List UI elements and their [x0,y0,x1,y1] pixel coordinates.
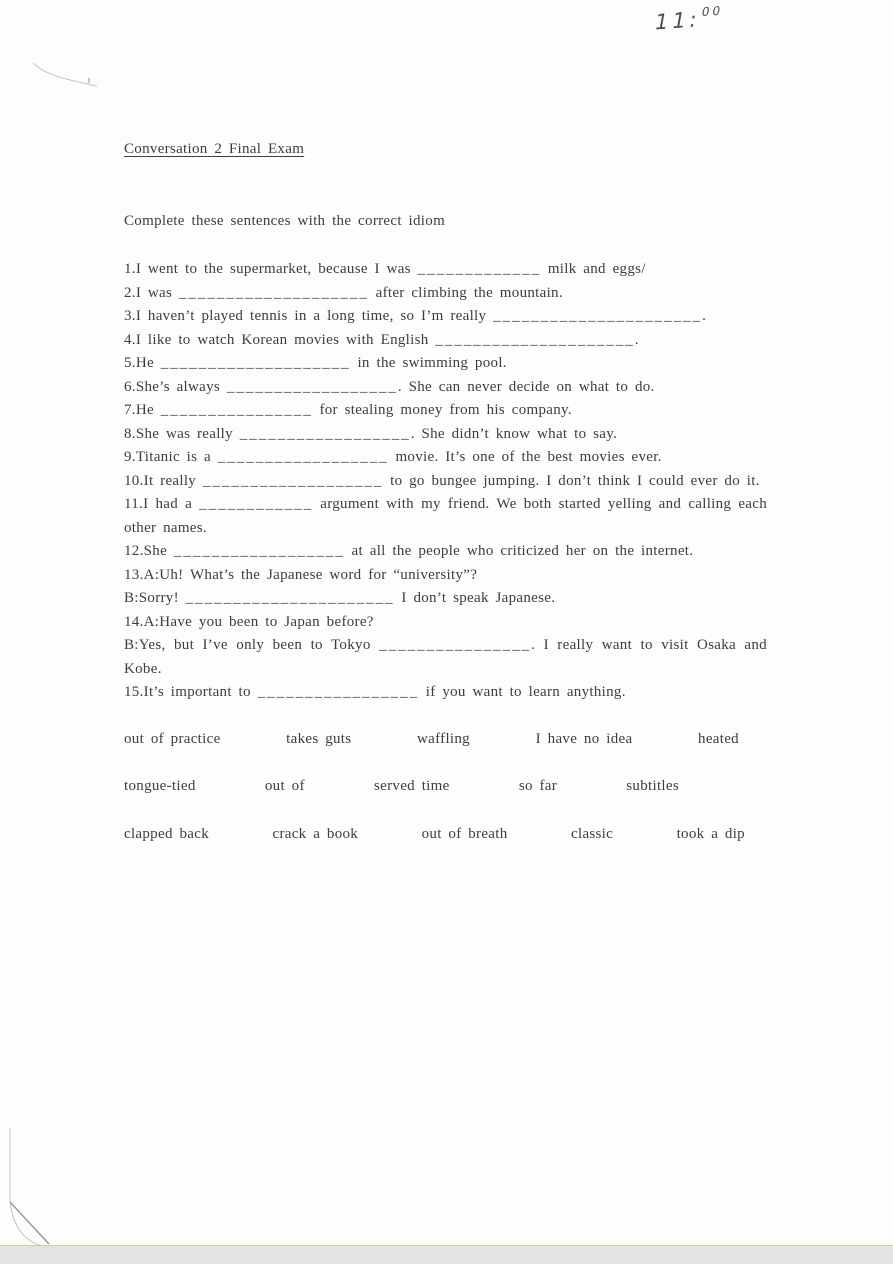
question-3-pre: 3.I haven’t played tennis in a long time, so I’m really [124,308,494,324]
corner-fold-curve [10,1202,42,1246]
question-line-1 [124,258,767,282]
question-line-2 [124,282,767,306]
word-bank-item: served time [374,778,450,794]
question-line-5 [124,352,767,376]
question-10-pre: 10.It really [124,472,203,489]
question-line-9 [124,446,767,470]
handwritten-time [653,3,725,34]
handwritten-hours: 11 [652,7,692,35]
question-3-post: . [702,308,707,324]
blank-field-6: __________________ [226,378,398,395]
question-line-6 [124,376,767,400]
question-1-pre: 1.I went to the supermarket, because I was [124,261,418,277]
question-6-post: . She can never decide on what to do. [397,378,655,395]
question-6-pre: 6.She’s always [124,378,227,395]
question-8-pre: 8.She was really [124,425,240,442]
word-bank-item: I have no idea [535,730,633,747]
word-bank-item: out of practice [124,730,221,747]
question-line-3 [124,305,767,329]
question-9-pre: 9.Titanic is a [124,449,218,465]
question-11-pre: 11.I had a [124,496,200,512]
question-13a-pre: 13.A:Uh! What’s the Japanese word for “university”? [124,566,478,583]
question-line-10 [124,470,767,494]
blank-field-2: ____________________ [178,284,369,301]
question-13b-post: I don’t speak Japanese. [394,590,556,606]
word-bank-item: crack a book [272,825,359,842]
word-bank-item: waffling [417,730,470,747]
question-12-pre: 12.She [124,543,174,559]
question-8-post: . She didn’t know what to say. [410,425,618,442]
question-2-post: after climbing the mountain. [368,284,563,301]
question-line-13b [124,587,767,611]
question-1-post: milk and eggs/ [541,261,646,277]
blank-field-9: __________________ [217,449,389,465]
question-7-post: for stealing money from his company. [312,402,572,418]
word-bank-item: so far [518,778,558,794]
blank-field-12: __________________ [173,543,345,559]
blank-field-5: ____________________ [160,355,351,371]
question-10-post: to go bungee jumping. I don’t think I could ever do it. [383,472,760,489]
question-line-14a [124,611,767,635]
blank-field-8: __________________ [239,425,411,442]
question-14a-pre: 14.A:Have you been to Japan before? [124,613,374,630]
blank-field-10: ___________________ [202,472,384,489]
blank-field-3: ______________________ [493,308,703,324]
scanner-background-strip [0,1246,893,1264]
question-line-11 [124,493,774,540]
word-bank-item: clapped back [124,825,210,842]
question-line-8 [124,423,767,447]
question-line-15 [124,681,767,705]
word-bank-item: tongue-tied [124,778,196,794]
instruction-text: Complete these sentences with the correct idiom [124,212,446,229]
handwritten-minutes: 00 [700,3,725,20]
question-line-14b [124,634,774,681]
word-bank-item: subtitles [626,778,679,794]
question-13b-pre: B:Sorry! [124,590,186,606]
handwritten-colon: : [687,6,703,33]
question-15-pre: 15.It’s important to [124,684,258,700]
question-15-post: if you want to learn anything. [419,684,626,700]
blank-field-1: _____________ [417,261,542,277]
question-9-post: movie. It’s one of the best movies ever. [388,449,662,465]
question-14b-pre: B:Yes, but I’ve only been to Tokyo [124,637,380,653]
blank-field-11: ____________ [199,496,314,512]
question-4-pre: 4.I like to watch Korean movies with English [124,331,436,348]
word-bank [124,728,767,847]
question-5-pre: 5.He [124,355,161,371]
question-7-pre: 7.He [124,402,161,418]
question-4-post: . [634,331,639,348]
word-bank-row-2 [124,775,767,799]
question-11-post: argument with my friend. We both started yelling and calling each other names. [124,496,774,536]
exam-body [124,138,774,870]
pencil-dot [88,78,89,83]
word-bank-item: takes guts [286,730,352,747]
word-bank-row-3 [124,823,767,847]
blank-field-13b: ______________________ [185,590,395,606]
word-bank-item: out of breath [421,825,508,842]
exam-title: Conversation 2 Final Exam [124,141,305,157]
word-bank-row-1 [124,728,767,752]
corner-fold-edge [10,1202,49,1244]
question-line-7 [124,399,767,423]
question-line-13a [124,564,767,588]
blank-field-14b: ________________ [379,637,532,653]
question-2-pre: 2.I was [124,284,179,301]
pencil-mark-top-left [33,63,97,86]
question-12-post: at all the people who criticized her on the internet. [344,543,694,559]
word-bank-item: out of [264,778,305,794]
question-line-12 [124,540,767,564]
question-line-4 [124,329,767,353]
question-14b-post: . I really want to visit Osaka and Kobe. [124,637,774,677]
question-5-post: in the swimming pool. [350,355,507,371]
word-bank-item: took a dip [676,825,745,842]
word-bank-item: heated [698,730,739,747]
blank-field-15: _________________ [257,684,420,700]
blank-field-7: ________________ [160,402,313,418]
word-bank-item: classic [571,825,614,842]
blank-field-4: _____________________ [435,331,635,348]
